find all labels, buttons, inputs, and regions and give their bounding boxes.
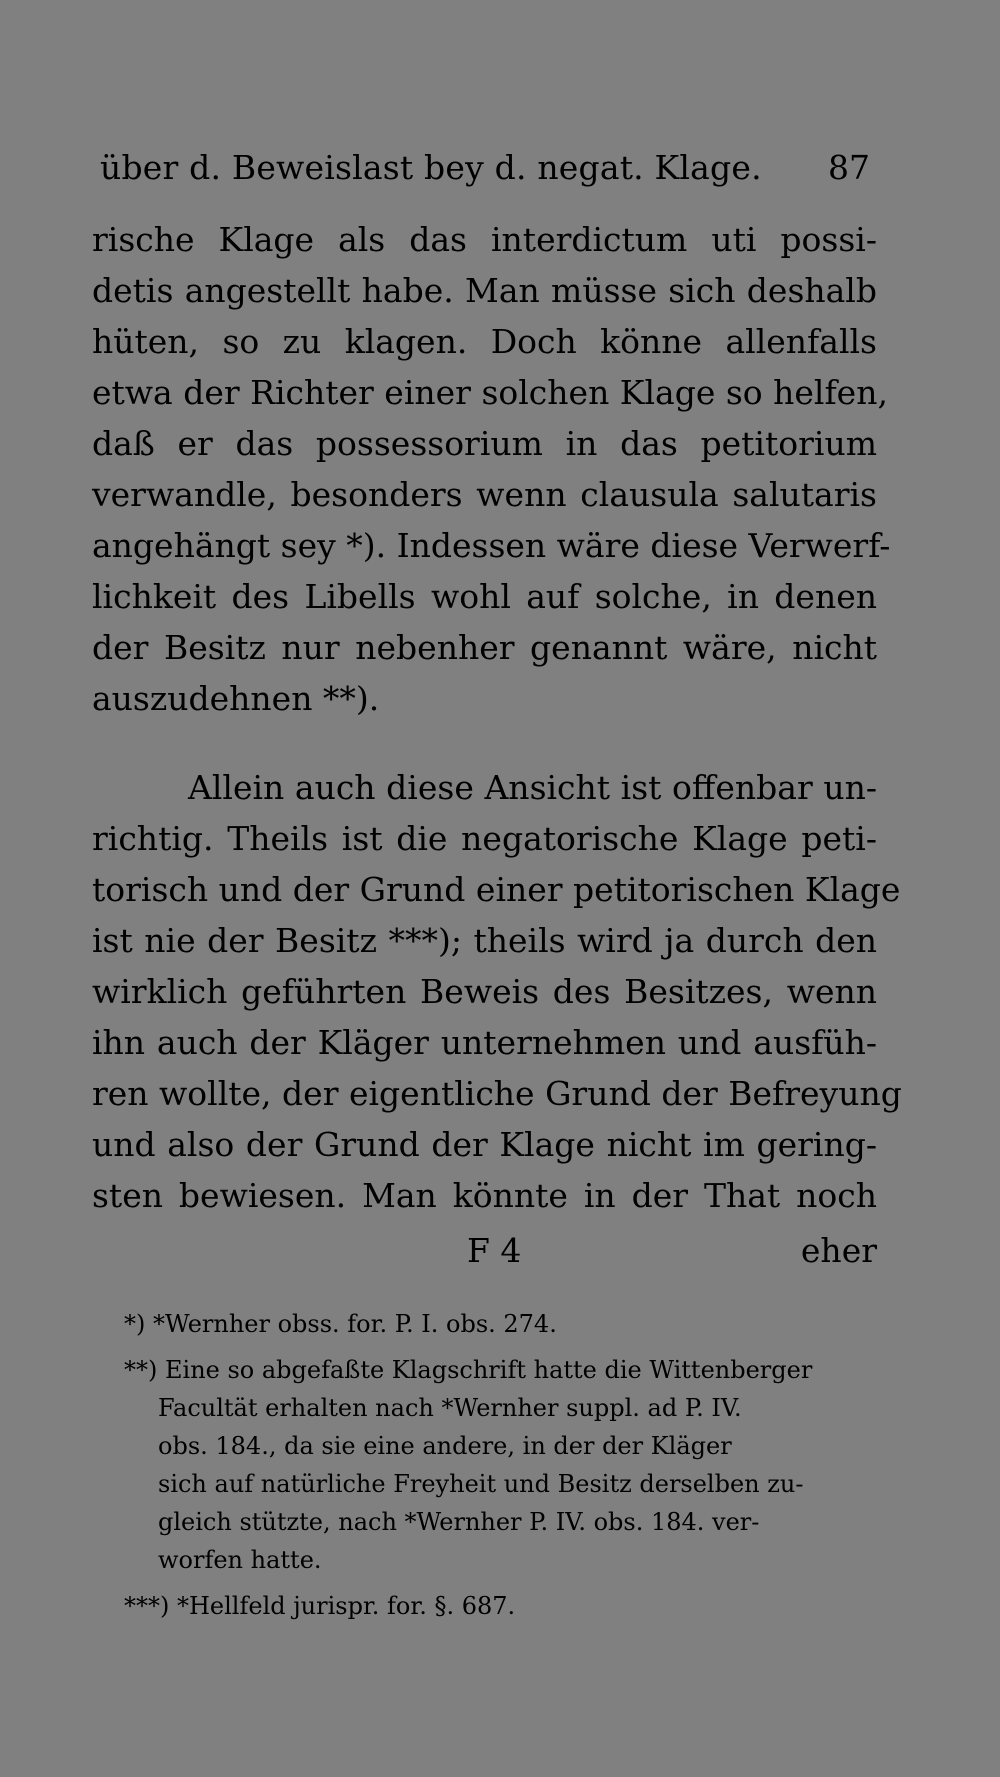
text-line: der Besitz nur nebenher genannt wäre, nicht (92, 628, 877, 667)
text-line: angehängt sey *). Indessen wäre diese Verwerf- (92, 526, 891, 565)
text-line: daß er das possessorium in das petitorium (92, 424, 877, 463)
text-line: rische Klage als das interdictum uti possi- (92, 220, 877, 259)
footnote-gap (124, 1343, 880, 1351)
catchword: eher (800, 1231, 877, 1270)
footnote-3: ***) *Hellfeld jurispr. for. §. 687. (124, 1592, 516, 1620)
text-line: verwandle, besonders wenn clausula salutaris (92, 475, 877, 514)
text-line: sten bewiesen. Man könnte in der That noch (92, 1176, 877, 1215)
text-line: etwa der Richter einer solchen Klage so helfen, (92, 373, 888, 412)
footnote-2-line: obs. 184., da sie eine andere, in der der Kläger (158, 1432, 732, 1460)
text-line: lichkeit des Libells wohl auf solche, in denen (92, 577, 877, 616)
text-line: Allein auch diese Ansicht ist offenbar un- (188, 768, 877, 807)
footnote-2-line: sich auf natürliche Freyheit und Besitz derselben zu- (158, 1470, 804, 1498)
page-header (100, 148, 870, 198)
text-line: ren wollte, der eigentliche Grund der Befreyung (92, 1074, 902, 1113)
text-line: ist nie der Besitz ***); theils wird ja durch den (92, 921, 877, 960)
footnote-2-line: Facultät erhalten nach *Wernher suppl. ad P. IV. (158, 1394, 742, 1422)
text-line: hüten, so zu klagen. Doch könne allenfalls (92, 322, 877, 361)
text-line: auszudehnen **). (92, 679, 380, 718)
signature-line (92, 1231, 877, 1281)
running-head: über d. Beweislast bey d. negat. Klage. (100, 148, 762, 187)
text-line: ihn auch der Kläger unternehmen und ausfüh- (92, 1023, 877, 1062)
text-line: richtig. Theils ist die negatorische Klage peti- (92, 819, 877, 858)
footnote-2-line: **) Eine so abgefaßte Klagschrift hatte die Wittenberger (124, 1356, 813, 1384)
main-text (92, 214, 902, 1221)
text-line: wirklich geführten Beweis des Besitzes, wenn (92, 972, 877, 1011)
footnote-2-line: gleich stützte, nach *Wernher P. IV. obs. 184. ver- (158, 1508, 760, 1536)
footnotes (124, 1305, 880, 1625)
footnote-gap (124, 1579, 880, 1587)
printer-signature: F 4 (467, 1231, 522, 1270)
page-number: 87 (828, 148, 870, 187)
text-line: torisch und der Grund einer petitorischen Klage (92, 870, 901, 909)
footnote-1: *) *Wernher obss. for. P. I. obs. 274. (124, 1310, 557, 1338)
footnote-2-line: worfen hatte. (158, 1546, 322, 1574)
text-line: detis angestellt habe. Man müsse sich deshalb (92, 271, 877, 310)
text-line: und also der Grund der Klage nicht im gering- (92, 1125, 877, 1164)
paragraph-gap (92, 724, 877, 762)
